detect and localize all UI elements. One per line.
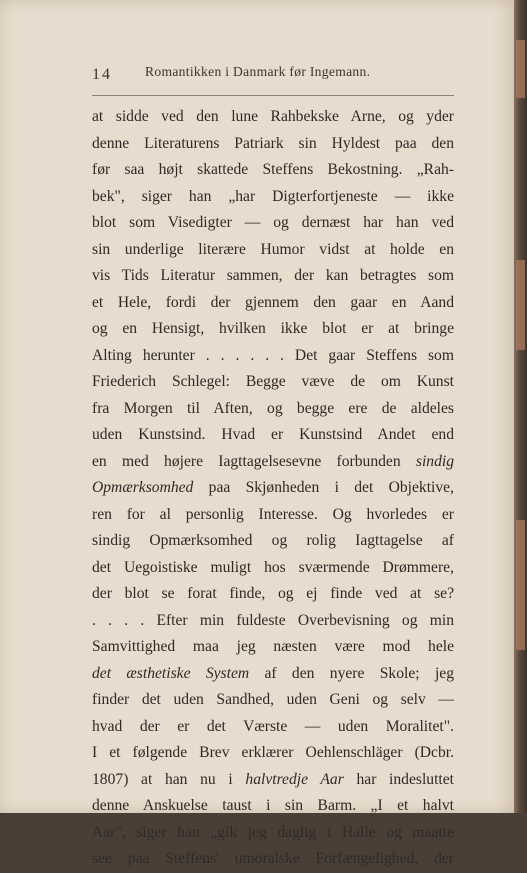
- page-number: 14: [92, 66, 112, 83]
- text-line-content: [92, 316, 454, 343]
- text-line-content: [92, 820, 454, 847]
- text-line: [92, 343, 454, 370]
- spine-mark: [516, 260, 525, 350]
- italic-text: Opmærksomhed: [92, 479, 194, 497]
- text-line-content: [92, 687, 454, 714]
- text-segment: og en Hensigt, hvilken ikke blot er at bringe: [92, 320, 454, 338]
- text-segment: bek", siger han „har Digterfortjeneste — ikke: [92, 187, 454, 205]
- spine-mark: [516, 520, 525, 650]
- text-line: [92, 767, 454, 794]
- text-segment: paa Skjønheden i det Objektive,: [193, 479, 454, 497]
- text-segment: en med højere Iagttagelsesevne forbunden: [92, 452, 416, 470]
- text-segment: . . . . Efter min fuldeste Overbevisning og min: [92, 611, 454, 629]
- text-line-content: [92, 131, 454, 158]
- italic-text: sindig: [415, 452, 454, 470]
- text-segment: der blot se forat finde, og ej finde ved at se?: [92, 585, 454, 603]
- text-line-content: [92, 793, 454, 820]
- text-segment: fra Morgen til Aften, og begge ere de aldeles: [92, 399, 454, 417]
- italic-text: det æsthetiske System: [92, 664, 250, 682]
- text-line-content: [92, 210, 454, 237]
- text-line: [92, 157, 454, 184]
- text-line: [92, 263, 454, 290]
- text-line-content: [92, 475, 454, 502]
- text-line: [92, 290, 454, 317]
- text-line: [92, 555, 454, 582]
- text-line-content: [92, 449, 454, 476]
- text-segment: et Hele, fordi der gjennem den gaar en Aand: [92, 293, 454, 311]
- text-line: [92, 396, 454, 423]
- text-segment: denne Literaturens Patriark sin Hyldest paa den: [92, 134, 454, 152]
- text-line: [92, 104, 454, 131]
- text-line-content: [92, 634, 454, 661]
- text-segment: sin underlige literære Humor vidst at holde en: [92, 240, 454, 258]
- text-line: [92, 608, 454, 635]
- text-segment: 1807) at han nu i: [92, 770, 246, 788]
- text-segment: hvad der er det Værste — uden Moralitet".: [92, 717, 454, 735]
- text-line: [92, 687, 454, 714]
- text-line: [92, 184, 454, 211]
- text-line: [92, 449, 454, 476]
- text-line: [92, 422, 454, 449]
- spine-mark: [516, 40, 525, 98]
- text-line-content: [92, 528, 454, 555]
- page-header: [92, 64, 392, 88]
- text-line: [92, 820, 454, 847]
- text-line-content: [92, 343, 454, 370]
- text-segment: Aar", siger han „gik jeg daglig i Halle og maatte: [92, 823, 454, 841]
- text-line: [92, 475, 454, 502]
- running-head: Romantikken i Danmark før Ingemann.: [145, 64, 371, 79]
- text-line: [92, 528, 454, 555]
- text-segment: vis Tids Literatur sammen, der kan betragtes som: [92, 267, 454, 285]
- text-line-content: [92, 396, 454, 423]
- text-segment: sindig Opmærksomhed og rolig Iagttagelse af: [92, 532, 454, 550]
- text-segment: har indesluttet: [343, 770, 455, 788]
- text-segment: af den nyere Skole; jeg: [249, 664, 455, 682]
- text-line-content: [92, 422, 454, 449]
- text-line-content: [92, 714, 454, 741]
- text-segment: før saa højt skattede Steffens Bekostning. „Rah-: [92, 161, 454, 179]
- text-segment: at sidde ved den lune Rahbekske Arne, og yder: [92, 108, 454, 125]
- text-line-content: [92, 290, 454, 317]
- text-line: [92, 237, 454, 264]
- text-line-content: [92, 661, 454, 688]
- text-line-content: [92, 502, 454, 529]
- text-line: [92, 714, 454, 741]
- text-line-content: [92, 104, 454, 131]
- text-line: [92, 846, 454, 873]
- text-line: [92, 793, 454, 820]
- text-line-content: [92, 767, 454, 794]
- text-segment: Samvittighed maa jeg næsten være mod hele: [92, 638, 454, 656]
- text-line-content: [92, 237, 454, 264]
- text-segment: finder det uden Sandhed, uden Geni og selv —: [92, 691, 454, 709]
- text-line: [92, 502, 454, 529]
- text-segment: Friederich Schlegel: Begge væve de om Kunst: [92, 373, 454, 391]
- text-segment: blot som Visedigter — og dernæst har han ved: [92, 214, 454, 232]
- text-line-content: [92, 581, 454, 608]
- text-line: [92, 210, 454, 237]
- italic-text: halvtredje Aar: [245, 770, 344, 788]
- text-line: [92, 316, 454, 343]
- text-line-content: [92, 369, 454, 396]
- text-line-content: [92, 608, 454, 635]
- text-segment: uden Kunstsind. Hvad er Kunstsind Andet end: [92, 426, 454, 444]
- text-line: [92, 581, 454, 608]
- text-segment: see paa Steffens' umoralske Forfængelighed, der: [92, 850, 454, 868]
- text-line: [92, 740, 454, 767]
- header-rule: [92, 95, 454, 96]
- text-line-content: [92, 157, 454, 184]
- text-line-content: [92, 263, 454, 290]
- text-segment: denne Anskuelse taust i sin Barm. „I et halvt: [92, 797, 454, 815]
- text-line: [92, 661, 454, 688]
- text-line: [92, 369, 454, 396]
- text-line: [92, 634, 454, 661]
- text-segment: det Uegoistiske muligt hos sværmende Drømmere,: [92, 558, 454, 576]
- text-line-content: [92, 184, 454, 211]
- text-segment: I et følgende Brev erklærer Oehlenschläger (Dcbr.: [92, 744, 454, 762]
- text-line-content: [92, 555, 454, 582]
- text-line: [92, 131, 454, 158]
- text-line-content: [92, 846, 454, 873]
- text-segment: ren for al personlig Interesse. Og hvorledes er: [92, 505, 454, 523]
- book-spine-edge: [514, 0, 527, 813]
- body-text: [92, 104, 454, 873]
- text-segment: Alting herunter . . . . . . Det gaar Steffens som: [92, 346, 454, 364]
- text-line-content: [92, 740, 454, 767]
